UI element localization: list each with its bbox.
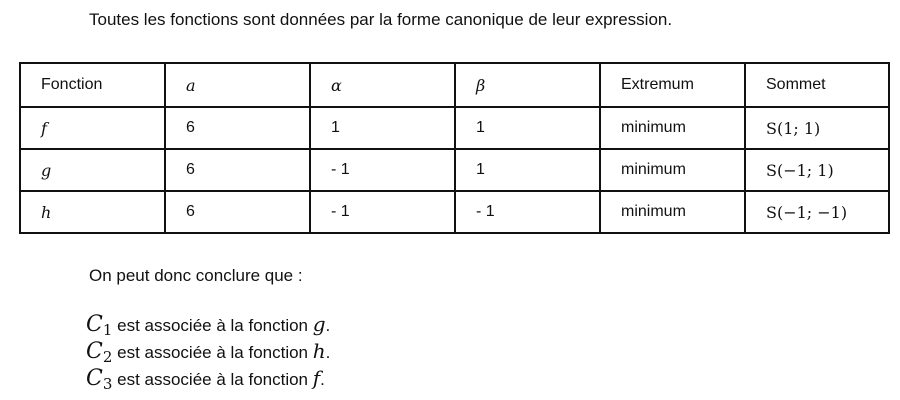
cell-sommet: S(−1; 1) [745, 149, 889, 191]
header-alpha: α [310, 63, 455, 107]
association-end: . [325, 343, 331, 362]
curve-symbol: C [86, 366, 103, 391]
table-header-row [20, 63, 889, 107]
cell-alpha: - 1 [310, 191, 455, 233]
cell-function-name: h [20, 191, 165, 233]
cell-extremum: minimum [600, 191, 745, 233]
association-line [86, 339, 330, 364]
header-fonction: Fonction [20, 63, 165, 107]
cell-alpha: 1 [310, 107, 455, 149]
conclusion-text: On peut donc conclure que : [89, 266, 303, 285]
table-row [20, 149, 889, 191]
association-end: . [325, 316, 331, 335]
cell-beta: 1 [455, 149, 600, 191]
cell-alpha: - 1 [310, 149, 455, 191]
association-text: est associée à la fonction [112, 370, 313, 389]
cell-beta: 1 [455, 107, 600, 149]
cell-a: 6 [165, 191, 310, 233]
association-text: est associée à la fonction [112, 316, 313, 335]
cell-function-name: g [20, 149, 165, 191]
association-end: . [320, 370, 325, 389]
header-a: a [165, 63, 310, 107]
association-text: est associée à la fonction [112, 343, 313, 362]
cell-a: 6 [165, 107, 310, 149]
cell-function-name: f [20, 107, 165, 149]
curve-index: 3 [102, 375, 113, 393]
intro-text: Toutes les fonctions sont données par la forme canonique de leur expression. [89, 10, 673, 29]
cell-a: 6 [165, 149, 310, 191]
table-row [20, 107, 889, 149]
cell-extremum: minimum [600, 107, 745, 149]
curve-index: 1 [102, 321, 113, 339]
curve-symbol: C [86, 339, 103, 364]
cell-extremum: minimum [600, 149, 745, 191]
curve-index: 2 [102, 348, 113, 366]
association-line [86, 312, 330, 337]
header-extremum: Extremum [600, 63, 745, 107]
function-name: h [312, 339, 326, 363]
table-row [20, 191, 889, 233]
association-line [86, 366, 325, 391]
cell-beta: - 1 [455, 191, 600, 233]
cell-sommet: S(1; 1) [745, 107, 889, 149]
cell-sommet: S(−1; −1) [745, 191, 889, 233]
function-name: g [312, 312, 326, 336]
function-name: f [312, 366, 321, 390]
header-beta: β [455, 63, 600, 107]
header-sommet: Sommet [745, 63, 889, 107]
curve-symbol: C [86, 312, 103, 337]
functions-table [19, 62, 890, 234]
